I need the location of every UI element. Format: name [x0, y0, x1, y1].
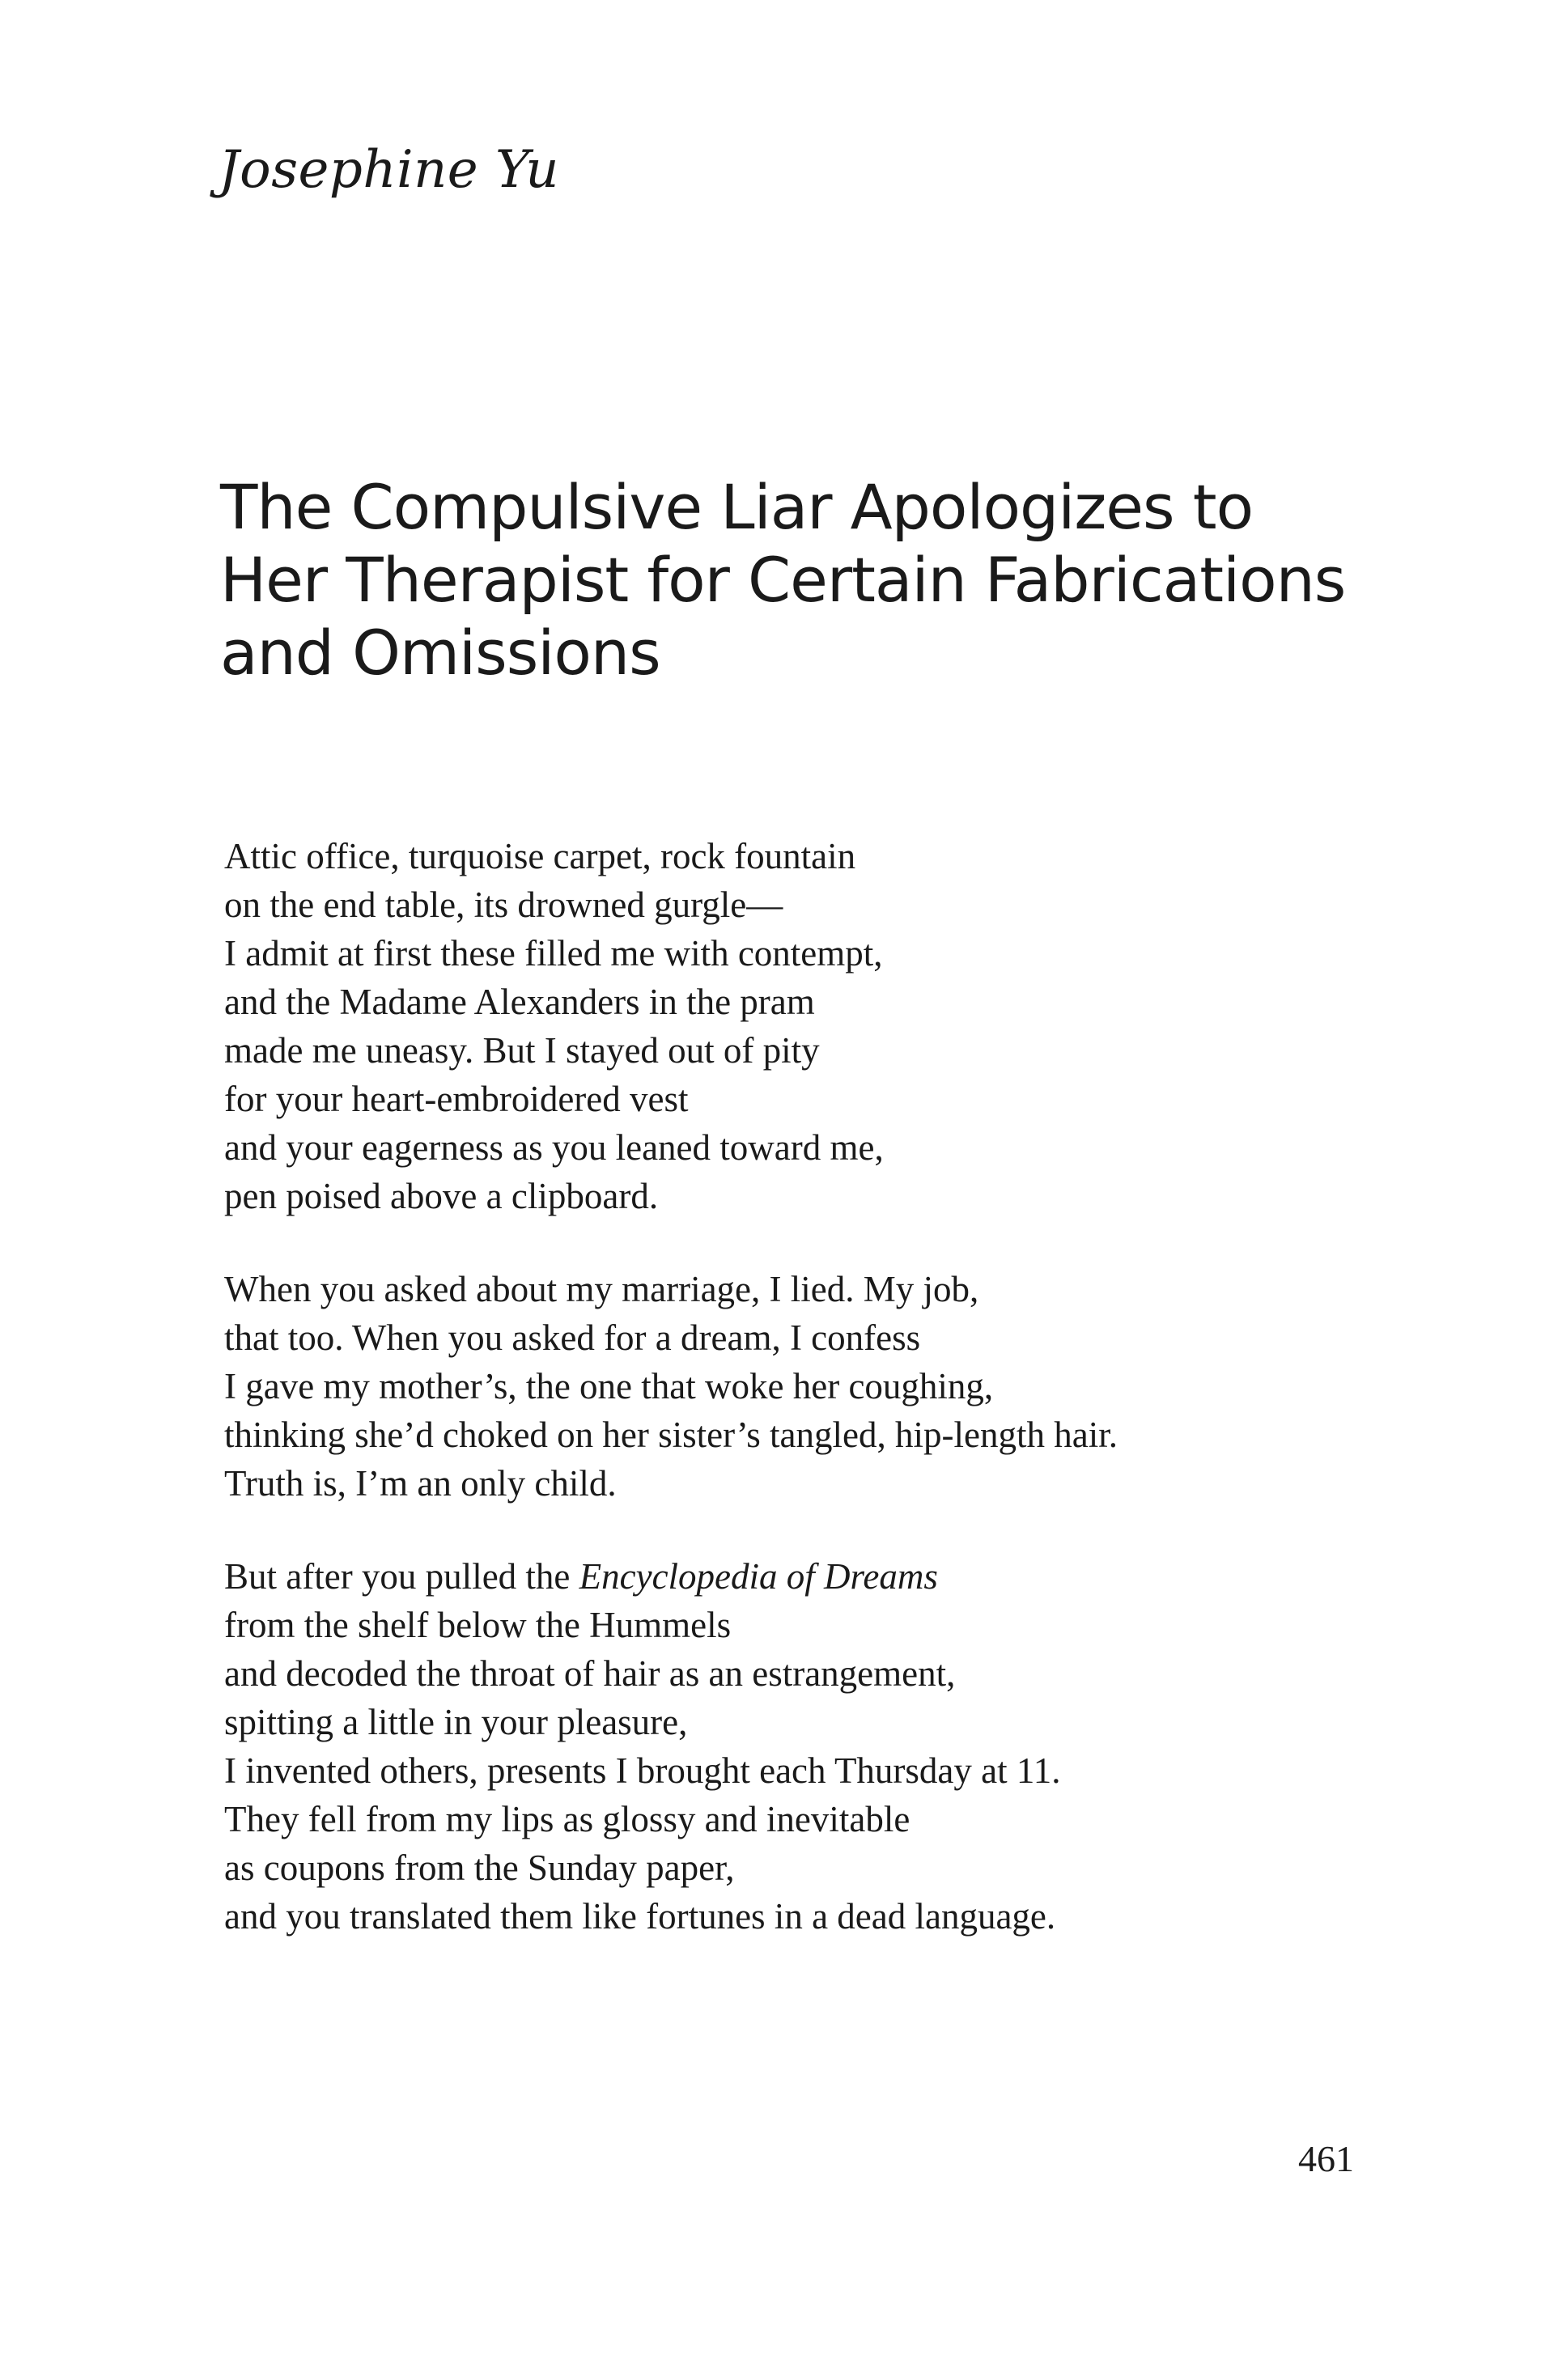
poem-line: pen poised above a clipboard.	[224, 1176, 659, 1216]
poem-title-line: The Compulsive Liar Apologizes to	[220, 471, 1254, 543]
poem-line: made me uneasy. But I stayed out of pity	[224, 1030, 820, 1071]
poem-line: as coupons from the Sunday paper,	[224, 1848, 735, 1888]
poem-line: and your eagerness as you leaned toward me,	[224, 1127, 884, 1168]
poem-line: from the shelf below the Hummels	[224, 1605, 732, 1645]
poem-line: that too. When you asked for a dream, I confess	[224, 1317, 921, 1358]
author-name: Josephine Yu	[219, 140, 559, 200]
page-number: 461	[1298, 2138, 1354, 2179]
poem-line: thinking she’d choked on her sister’s tangled, hip-length hair.	[224, 1415, 1118, 1455]
poem-title-line: and Omissions	[220, 617, 660, 689]
poem-line: I invented others, presents I brought each Thursday at 11.	[224, 1750, 1061, 1791]
poem-body	[224, 832, 1118, 1941]
stanza-1	[224, 832, 1118, 1220]
poem-title-line: Her Therapist for Certain Fabrications	[220, 544, 1346, 616]
poem-line: on the end table, its drowned gurgle—	[224, 885, 783, 925]
poem-line: and decoded the throat of hair as an estrangement,	[224, 1653, 956, 1694]
stanza-3	[224, 1552, 1118, 1941]
book-title: Encyclopedia of Dreams	[579, 1556, 938, 1597]
poem-line: Attic office, turquoise carpet, rock fountain	[224, 836, 856, 876]
poem-line: and you translated them like fortunes in a dead language.	[224, 1896, 1056, 1937]
poem-line: When you asked about my marriage, I lied. My job,	[224, 1269, 979, 1309]
poem-line: Truth is, I’m an only child.	[224, 1463, 617, 1504]
poem-line	[224, 1552, 1118, 1601]
stanza-2	[224, 1265, 1118, 1508]
poem-line: and the Madame Alexanders in the pram	[224, 982, 815, 1022]
poem-line-prefix: But after you pulled the	[224, 1556, 579, 1597]
poem-line: for your heart-embroidered vest	[224, 1079, 689, 1119]
poem-title	[220, 471, 1345, 689]
poem-line: They fell from my lips as glossy and inevitable	[224, 1799, 910, 1839]
poem-line: I admit at first these filled me with contempt,	[224, 933, 883, 974]
poem-line: I gave my mother’s, the one that woke her coughing,	[224, 1366, 994, 1406]
poem-line: spitting a little in your pleasure,	[224, 1702, 688, 1742]
